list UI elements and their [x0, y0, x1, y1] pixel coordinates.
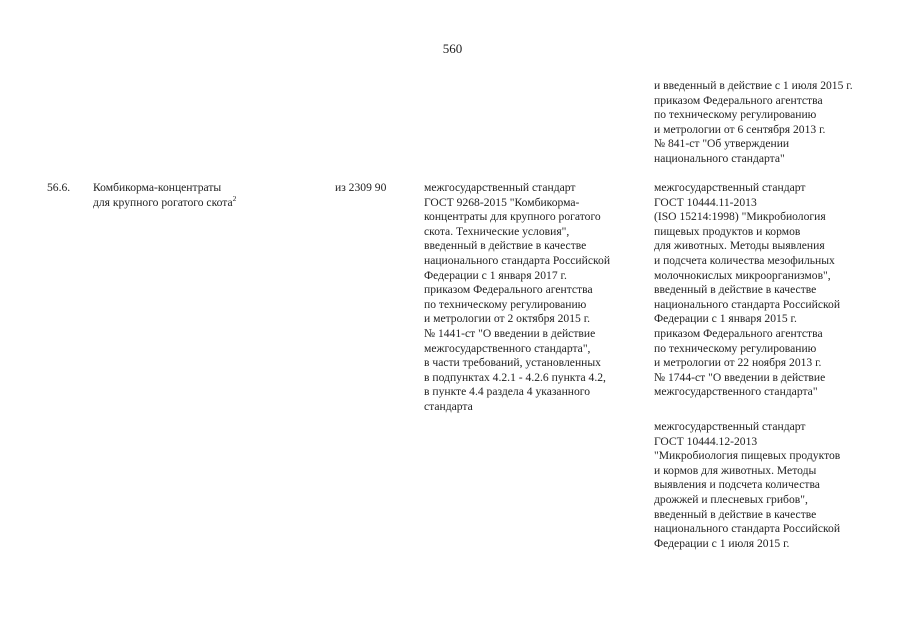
tn-ved-code: из 2309 90 — [335, 181, 387, 194]
test-method-standard-1: межгосударственный стандарт ГОСТ 10444.11-2013 (ISO 15214:1998) "Микробиология пищевых продуктов и кормов для животных. Методы выявления и подсчета количества мезофильных молочнокислых микроорганизмов", введенный в действие в качестве национального стандарта Российской Федерации с 1 января 2015 г. приказом Федерального агентства по техническому регулированию и метрологии от 22 ноября 2013 г. № 1744-ст "О введении в действие межгосударственного стандарта" — [654, 181, 841, 399]
row-number: 56.6. — [47, 181, 71, 194]
page-number: 560 — [442, 41, 463, 56]
footnote-marker: 2 — [232, 193, 237, 203]
continued-standard-text: и введенный в действие с 1 июля 2015 г. приказом Федерального агентства по техническому регулированию и метрологии от 6 сентября 2013 г. № 841-ст "Об утверждении национального стандарта" — [654, 79, 853, 165]
test-method-standard-2: межгосударственный стандарт ГОСТ 10444.12-2013 "Микробиология пищевых продуктов и кормов для животных. Методы выявления и подсчета количества дрожжей и плесневых грибов", введенный в действие в качестве национального стандарта Российской Федерации с 1 июля 2015 г. — [654, 420, 841, 550]
product-name — [93, 181, 236, 210]
requirements-standard: межгосударственный стандарт ГОСТ 9268-2015 "Комбикорма- концентраты для крупного рогатого скота. Технические условия", введенный в действие в качестве национального стандарта Российской Федерации с 1 января 2017 г. приказом Федерального агентства по техническому регулированию и метрологии от 2 октября 2015 г. № 1441-ст "О введении в действие межгосударственного стандарта", в части требований, установленных в подпунктах 4.2.1 - 4.2.6 пункта 4.2, в пункте 4.4 раздела 4 указанного стандарта — [424, 181, 611, 413]
product-name-text: Комбикорма-концентраты для крупного рогатого скота — [93, 181, 233, 209]
